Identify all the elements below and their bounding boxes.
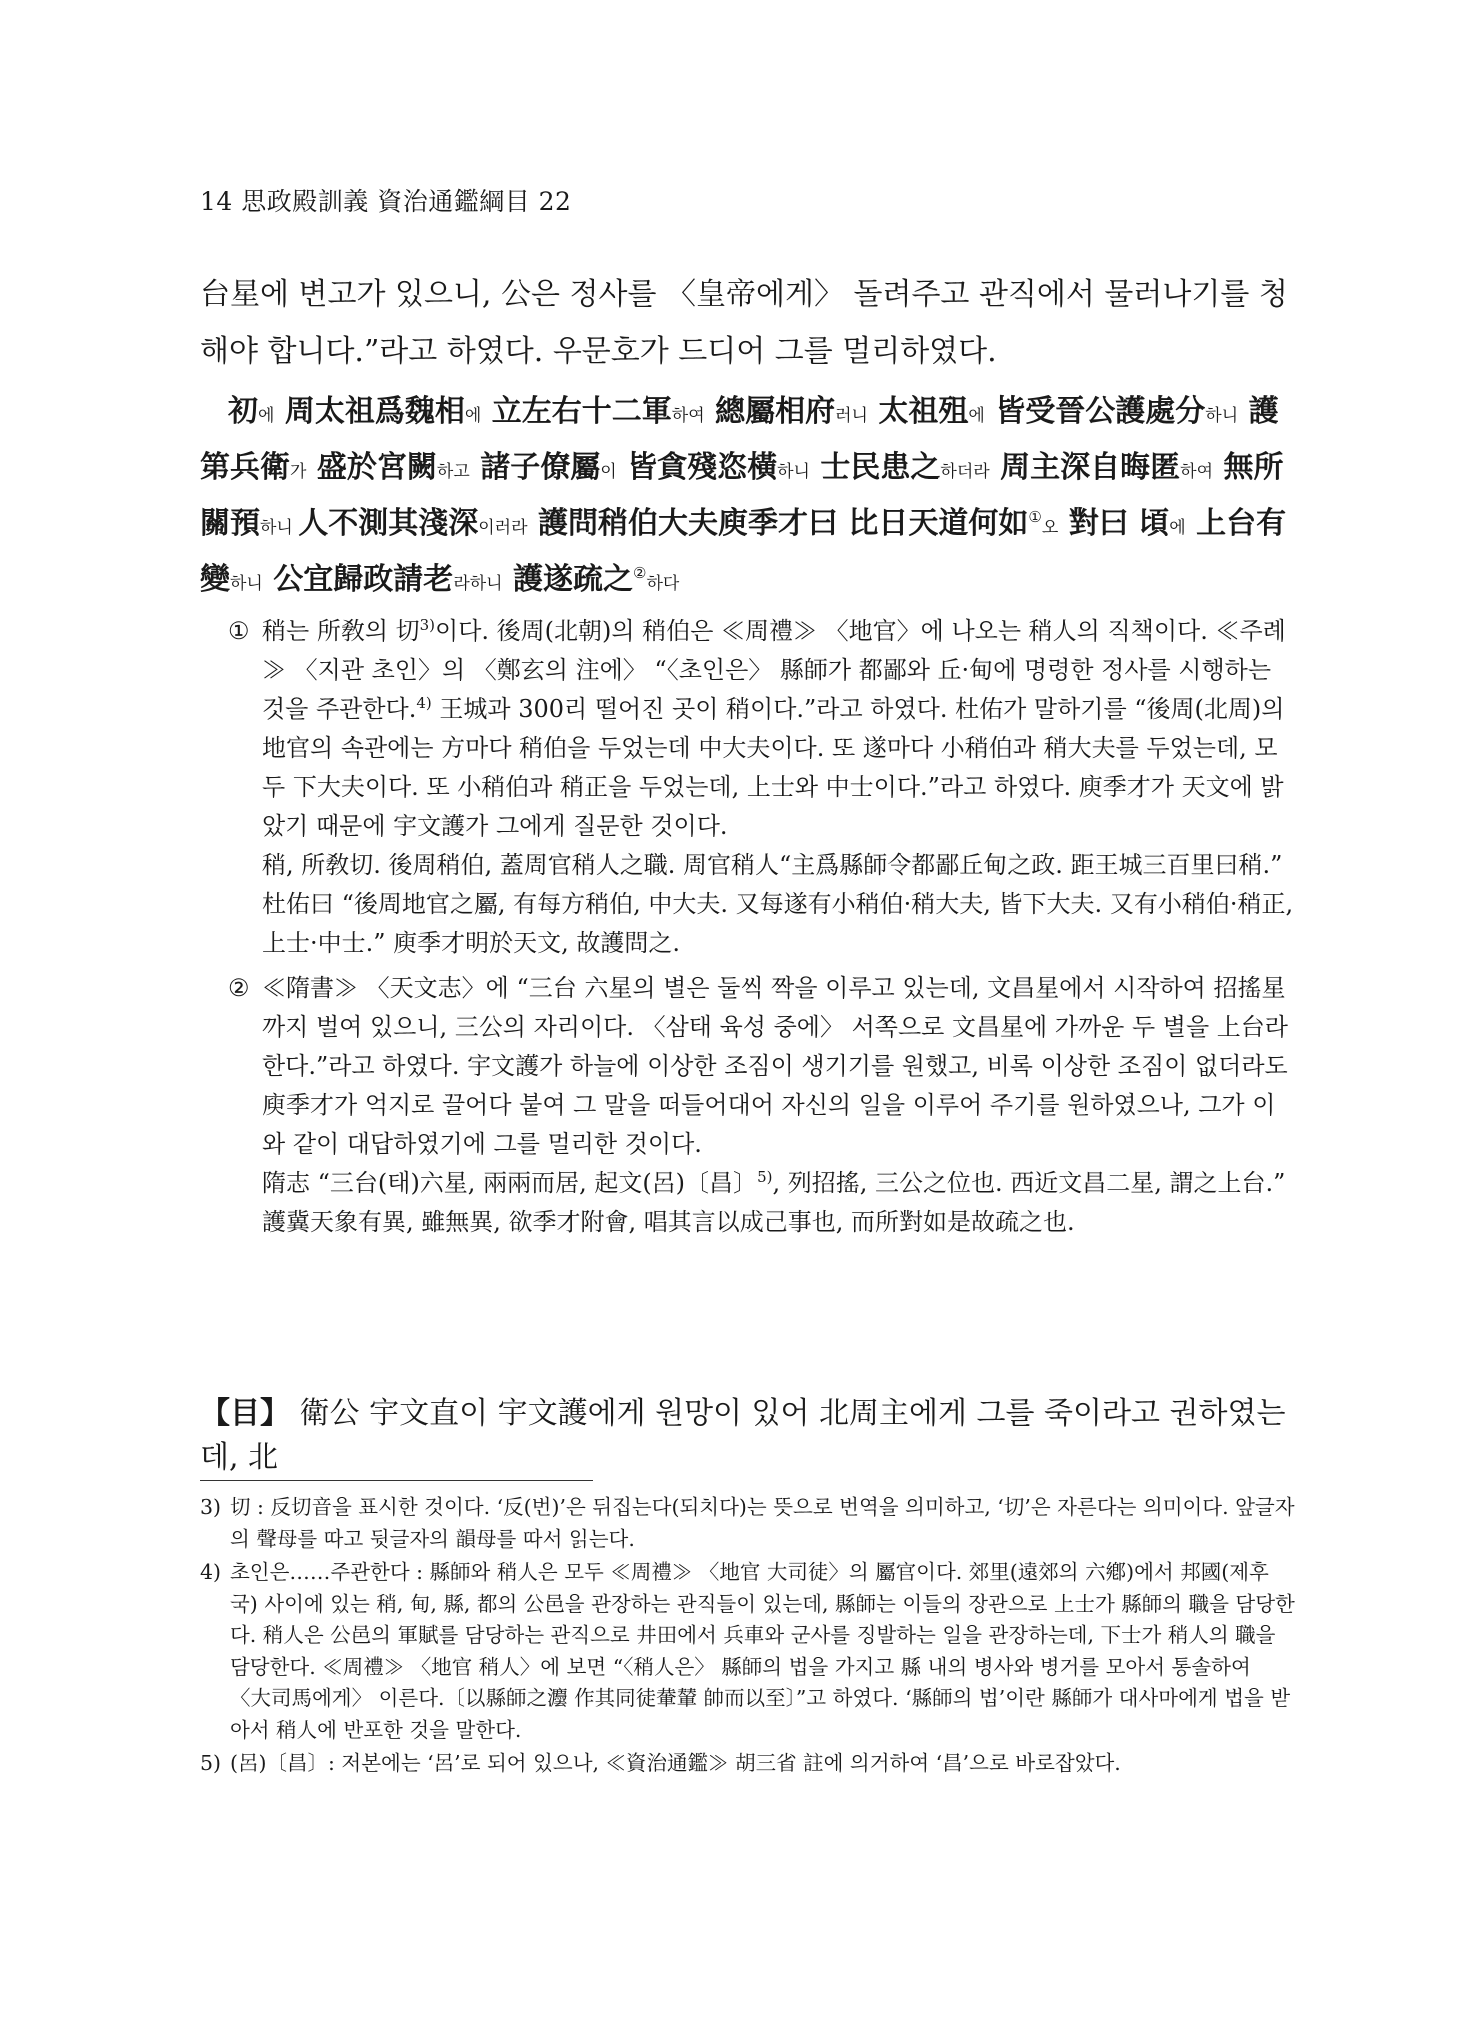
orig-toh: 하다 — [646, 574, 680, 594]
orig-seg: 太祖殂 — [867, 394, 969, 429]
orig-toh: 하고 — [436, 462, 470, 482]
orig-seg: 皆受晉公護處分 — [984, 394, 1206, 429]
orig-toh: 하니 — [1205, 406, 1239, 426]
footnote-number: 3) — [200, 1495, 222, 1519]
note-number: ② — [228, 974, 250, 1002]
footnote-ref-3: 3) — [419, 616, 436, 634]
orig-seg: 總屬相府 — [704, 394, 836, 429]
orig-toh: 이 — [600, 462, 617, 482]
orig-seg: 立左右十二軍 — [481, 394, 672, 429]
orig-toh: 라하니 — [453, 574, 503, 594]
orig-seg: 人不測其淺深 — [298, 506, 479, 541]
orig-toh: 러니 — [835, 406, 868, 426]
orig-toh: 하여 — [671, 406, 705, 426]
orig-seg: 皆貪殘恣橫 — [616, 450, 778, 485]
orig-toh: 오 — [1041, 518, 1059, 538]
note-ref-2: ② — [633, 564, 647, 582]
orig-seg: 對曰 頃 — [1058, 506, 1170, 541]
mok-paragraph — [200, 1392, 1296, 1480]
mok-text: 衛公 宇文直이 宇文護에게 원망이 있어 北周主에게 그를 죽이라고 권하였는데, 北 — [200, 1396, 1286, 1475]
footnote-number: 4) — [200, 1560, 222, 1584]
orig-toh: 에 — [1169, 518, 1186, 538]
orig-seg: 初 — [228, 394, 258, 429]
footnote-text: 초인은……주관한다 : 縣師와 稍人은 모두 ≪周禮≫ 〈地官 大司徒〉의 屬官이다. 郊里(遠郊의 六鄕)에서 邦國(제후국) 사이에 있는 稍, 甸, 縣, 都의 公邑을 관장하는 관직들이 있는데, 縣師는 이들의 장관으로 上士가 縣師의 職을 담당한다. 稍人은 公邑의 軍賦를 담당하는 관직으로 井田에서 兵車와 군사를 징발하는 일을 관장하는데, 下士가 稍人의 職을 담당한다. ≪周禮≫ 〈地官 稍人〉에 보면 “〈稍人은〉 縣師의 법을 가지고 縣 내의 병사와 병거를 모아서 통솔하여 〈大司馬에게〉 이른다.〔以縣師之灋 作其同徒輂輦 帥而以至〕”고 하였다. ‘縣師의 법’이란 縣師가 대사마에게 법을 받아서 稍人에 반포한 것을 말한다. — [230, 1560, 1295, 1742]
footnote-ref-5: 5) — [757, 1168, 773, 1186]
commentary-notes — [228, 612, 1296, 1248]
orig-seg: 公宜歸政請老 — [262, 562, 454, 597]
orig-seg: 盛於宮闕 — [306, 450, 437, 485]
orig-seg: 護遂疏之 — [502, 562, 634, 597]
footnote-text: (呂)〔昌〕: 저본에는 ‘呂’로 되어 있으나, ≪資治通鑑≫ 胡三省 註에 의거하여 ‘昌’으로 바로잡았다. — [230, 1751, 1121, 1775]
hanmun-seg: 隋志 “三台(태)六星, 兩兩而居, 起文(呂)〔昌〕 — [262, 1169, 758, 1197]
note-number: ① — [228, 617, 250, 645]
note-hanmun: 稍, 所敎切. 後周稍伯, 蓋周官稍人之職. 周官稍人“主爲縣師令都鄙丘甸之政. 距王城三百里曰稍.” 杜佑曰 “後周地官之屬, 有每方稍伯, 中大夫. 又每遂有小稍伯·稍大夫, 皆下大夫. 又有小稍伯·稍正, 上士·中士.” 庾季才明於天文, 故護問之. — [262, 851, 1294, 957]
original-text-body — [200, 386, 1296, 610]
footnote-4 — [200, 1557, 1296, 1746]
note-text: 稍는 所敎의 切 — [262, 617, 420, 645]
orig-toh: 가 — [290, 462, 307, 482]
footnote-ref-4: 4) — [416, 694, 432, 712]
note-text: 王城과 300리 떨어진 곳이 稍이다.”라고 하였다. 杜佑가 말하기를 “後周(北周)의 地官의 속관에는 方마다 稍伯을 두었는데 中大夫이다. 또 遂마다 小稍伯과 稍大夫를 두었는데, 모두 下大夫이다. 또 小稍伯과 稍正을 두었는데, 上士와 中士이다.”라고 하였다. 庾季才가 天文에 밝았기 때문에 宇文護가 그에게 질문한 것이다. — [262, 695, 1285, 840]
note-1 — [228, 612, 1296, 963]
orig-seg: 護問稍伯大夫庾季才曰 比日天道何如 — [527, 506, 1029, 541]
orig-seg: 護第兵衛 — [200, 394, 1279, 485]
footnote-divider — [200, 1480, 593, 1481]
orig-seg: 諸子僚屬 — [469, 450, 601, 485]
footnotes — [200, 1492, 1296, 1782]
note-2 — [228, 969, 1296, 1242]
orig-seg: 周太祖爲魏相 — [274, 394, 465, 429]
footnote-5 — [200, 1748, 1296, 1780]
footnote-3 — [200, 1492, 1296, 1555]
orig-toh: 하여 — [1180, 462, 1213, 482]
orig-seg: 周主深自晦匿 — [989, 450, 1181, 485]
mok-mark: 【目】 — [200, 1396, 290, 1431]
orig-seg: 士民患之 — [809, 450, 941, 485]
orig-toh: 하니 — [230, 574, 263, 594]
orig-seg: 上台有變 — [200, 506, 1287, 597]
translation-paragraph: 台星에 변고가 있으니, 公은 정사를 〈皇帝에게〉 돌려주고 관직에서 물러나기를 청해야 합니다.”라고 하였다. 우문호가 드디어 그를 멀리하였다. — [200, 277, 1288, 369]
orig-toh: 이러라 — [478, 518, 528, 538]
orig-toh: 에 — [258, 406, 275, 426]
footnote-text: 切 : 反切音을 표시한 것이다. ‘反(번)’은 뒤집는다(되치다)는 뜻으로 번역을 의미하고, ‘切’은 자른다는 의미이다. 앞글자의 聲母를 따고 뒷글자의 韻母를 따서 읽는다. — [230, 1495, 1295, 1551]
original-text-paragraph — [200, 386, 1296, 610]
note-ref-1: ① — [1028, 508, 1042, 526]
orig-toh: 하니 — [777, 462, 810, 482]
note-hanmun — [262, 1164, 1296, 1242]
running-header: 14 思政殿訓義 資治通鑑綱目 22 — [200, 187, 572, 216]
orig-seg: 無所關預 — [200, 450, 1284, 541]
orig-toh: 에 — [464, 406, 482, 426]
orig-toh: 하니 — [260, 518, 299, 538]
note-text: ≪隋書≫ 〈天文志〉에 “三台 六星의 별은 둘씩 짝을 이루고 있는데, 文昌星에서 시작하여 招搖星까지 벌여 있으니, 三公의 자리이다. 〈삼태 육성 중에〉 서쪽으로 文昌星에 가까운 두 별을 上台라 한다.”라고 하였다. 宇文護가 하늘에 이상한 조짐이 생기기를 원했고, 비록 이상한 조짐이 없더라도 庾季才가 억지로 끌어다 붙여 그 말을 떠들어대어 자신의 일을 이루어 주기를 원하였으나, 그가 이와 같이 대답하였기에 그를 멀리한 것이다. — [262, 974, 1288, 1158]
footnote-number: 5) — [200, 1751, 222, 1775]
hanmun-seg: , 列招搖, 三公之位也. 西近文昌二星, 謂之上台.” 護冀天象有異, 雖無異, 欲季才附會, 唱其言以成己事也, 而所對如是故疏之也. — [262, 1169, 1286, 1236]
orig-toh: 하더라 — [940, 462, 990, 482]
note-text: 이다. 後周(北朝)의 稍伯은 ≪周禮≫ 〈地官〉에 나오는 稍人의 직책이다. ≪주례≫ 〈지관 초인〉의 〈鄭玄의 注에〉 “〈초인은〉 縣師가 都鄙와 丘·甸에 명령한 정사를 시행하는 것을 주관한다. — [262, 617, 1286, 723]
orig-toh: 에 — [968, 406, 985, 426]
